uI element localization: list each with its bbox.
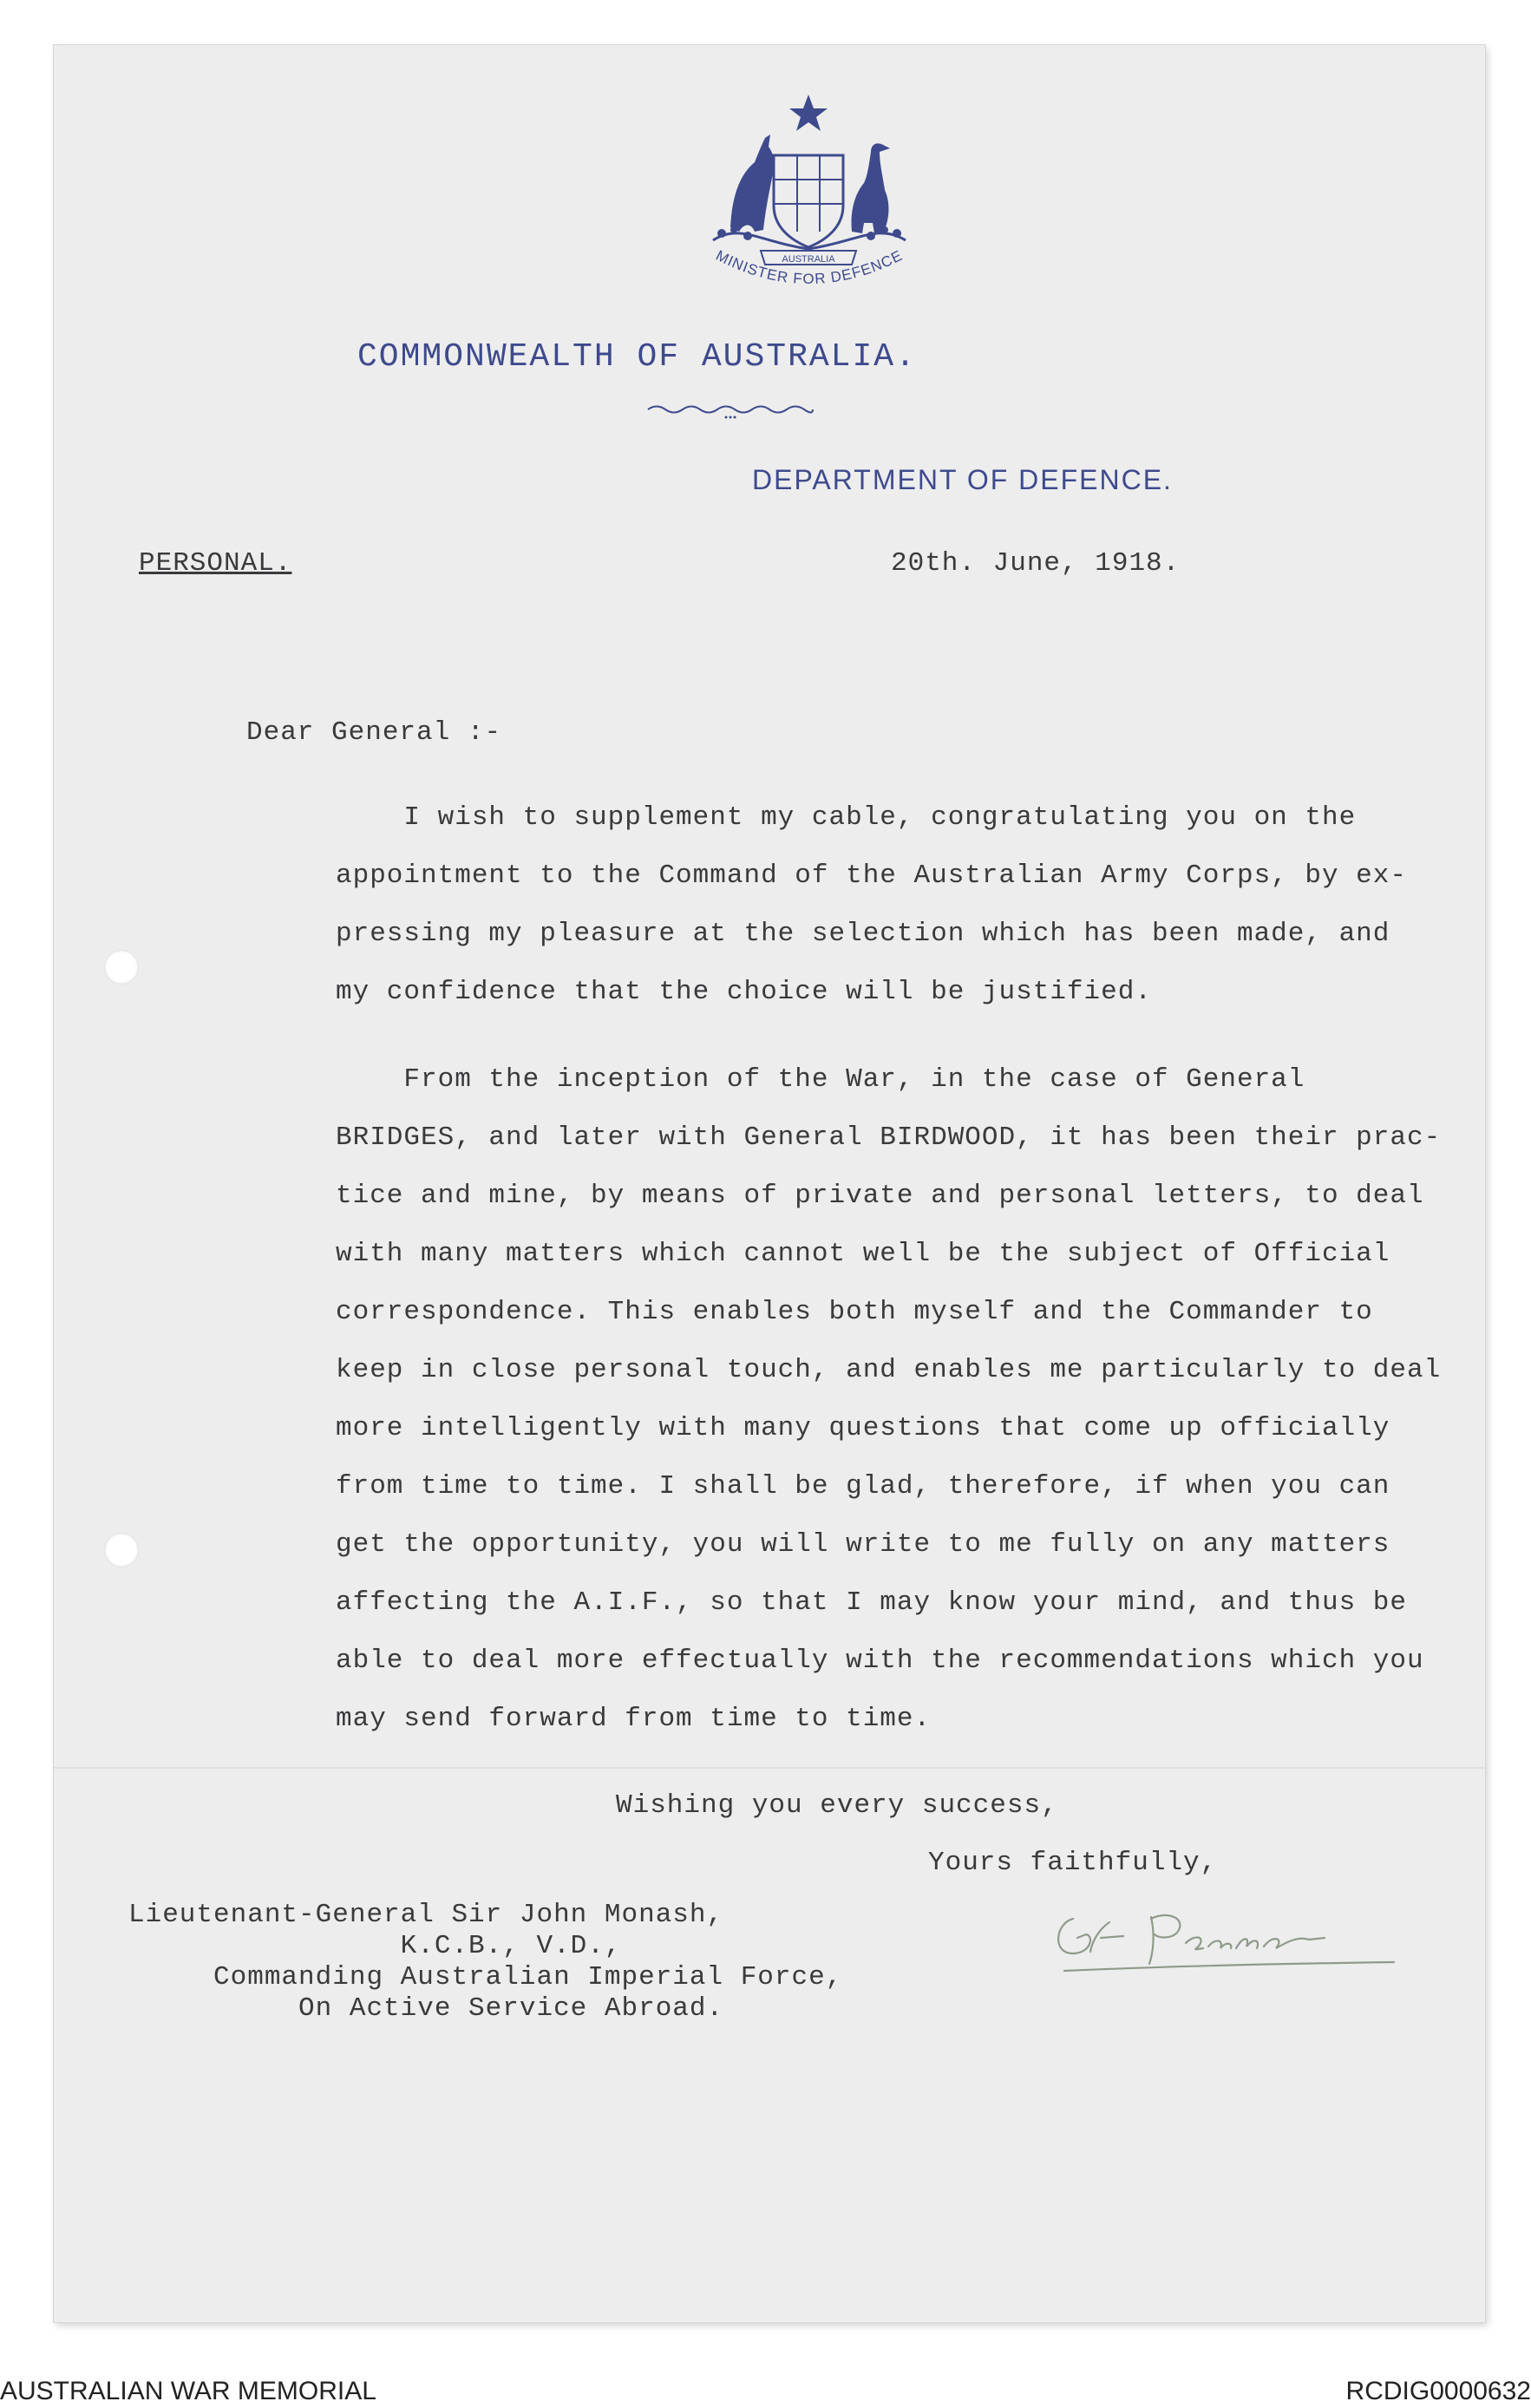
footer-record-id: RCDIG0000632 <box>1345 2377 1531 2405</box>
body-line: From the inception of the War, in the case of General <box>336 1064 1305 1095</box>
letter-date: 20th. June, 1918. <box>891 548 1181 579</box>
body-line: my confidence that the choice will be justified. <box>336 977 1152 1007</box>
punch-hole-top <box>104 950 139 985</box>
footer-institution: AUSTRALIAN WAR MEMORIAL <box>0 2377 376 2405</box>
body-line: keep in close personal touch, and enables me particularly to deal <box>336 1355 1442 1385</box>
personal-marking: PERSONAL. <box>139 548 292 579</box>
body-line: get the opportunity, you will write to me fully on any matters <box>336 1529 1390 1560</box>
crest-shield-label: AUSTRALIA <box>782 254 835 265</box>
body-line: I wish to supplement my cable, congratulating you on the <box>336 802 1357 833</box>
closing-line: Wishing you every success, <box>616 1790 1058 1821</box>
letterhead-title: COMMONWEALTH OF AUSTRALIA. <box>357 338 917 376</box>
body-line: more intelligently with many questions that come up officially <box>336 1413 1390 1443</box>
letter-page <box>54 45 1485 2322</box>
body-line: appointment to the Command of the Australian Army Corps, by ex- <box>336 860 1407 891</box>
salutation: Dear General :- <box>246 717 502 748</box>
addressee-line: Commanding Australian Imperial Force, <box>128 1962 843 1992</box>
punch-hole-bottom <box>104 1533 139 1567</box>
body-line: pressing my pleasure at the selection which has been made, and <box>336 919 1390 949</box>
body-line: correspondence. This enables both myself and the Commander to <box>336 1297 1373 1327</box>
letterhead-department: DEPARTMENT OF DEFENCE. <box>752 464 1173 495</box>
paper-fold <box>54 1767 1485 1769</box>
body-line: BRIDGES, and later with General BIRDWOOD, it has been their prac- <box>336 1122 1442 1153</box>
handwritten-signature <box>1038 1884 1411 1979</box>
crest-motto-text: MINISTER FOR DEFENCE <box>713 246 906 288</box>
body-line: tice and mine, by means of private and personal letters, to deal <box>336 1181 1424 1211</box>
body-line: affecting the A.I.F., so that I may know your mind, and thus be <box>336 1587 1407 1618</box>
addressee-line: Lieutenant-General Sir John Monash, <box>128 1900 724 1930</box>
body-line: may send forward from time to time. <box>336 1704 932 1734</box>
addressee-line: K.C.B., V.D., <box>128 1931 622 1961</box>
coat-of-arms-crest <box>678 93 939 297</box>
letterhead-ornament <box>644 396 817 422</box>
body-line: with many matters which cannot well be the subject of Official <box>336 1239 1390 1269</box>
signoff: Yours faithfully, <box>928 1848 1218 1878</box>
body-line: from time to time. I shall be glad, therefore, if when you can <box>336 1471 1390 1502</box>
addressee-line: On Active Service Abroad. <box>128 1993 724 2024</box>
body-line: able to deal more effectually with the recommendations which you <box>336 1646 1424 1676</box>
crest-motto <box>713 247 906 287</box>
